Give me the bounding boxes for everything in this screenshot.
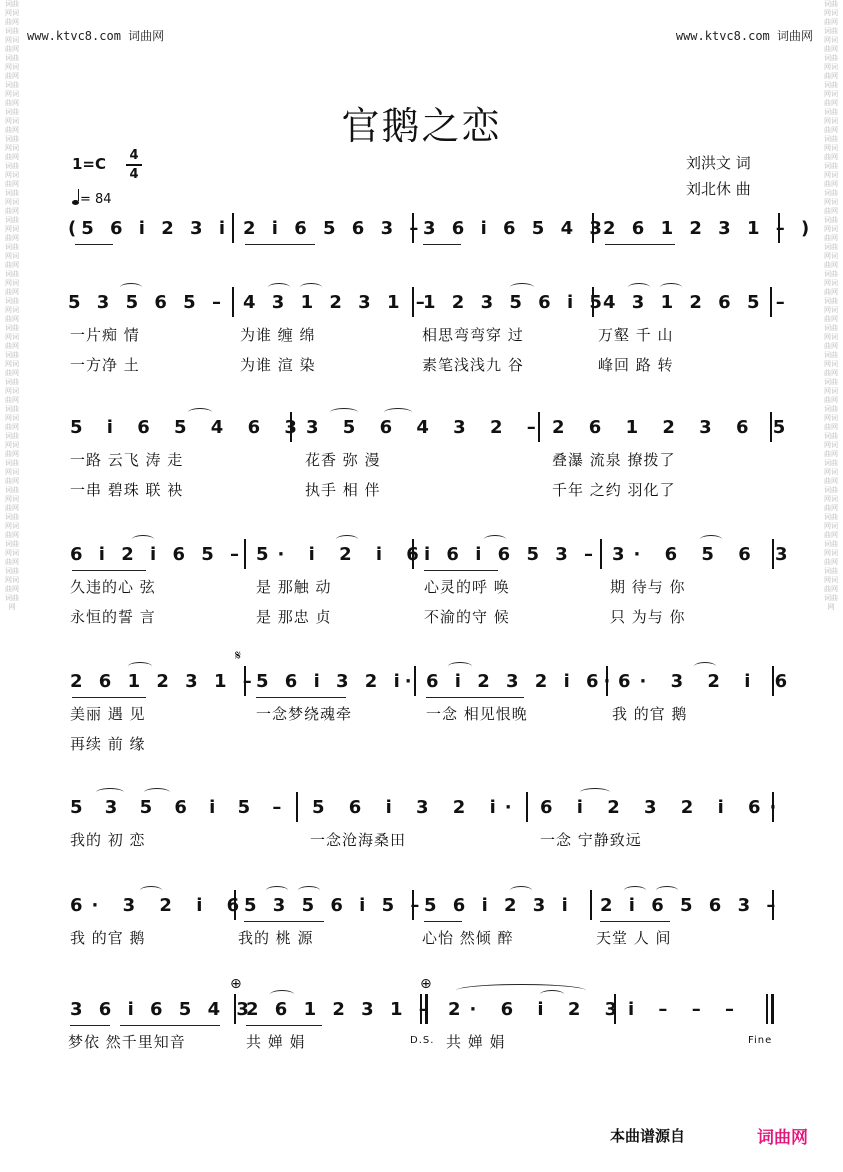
beam-underline	[605, 244, 675, 245]
beam-underline	[72, 697, 146, 698]
measure: 5· i 2 i 6	[256, 544, 428, 565]
measure: 1 2 3 5 6 i 5	[423, 292, 607, 313]
measure: i – – –	[628, 999, 743, 1020]
lyricist: 刘洪文 词	[686, 154, 751, 172]
measure: i 6 i 6 5 3 –	[424, 544, 599, 565]
beam-underline	[70, 1025, 110, 1026]
side-watermark-right: 词曲网词曲网词曲网词曲网词曲网词曲网词曲网词曲网词曲网词曲网词曲网词曲网词曲网词曲网词曲网词曲网词曲网词曲网词曲网词曲网词曲网词曲网词曲网词曲网词曲网词曲网词曲网词曲网词曲网词曲网词曲网词曲网词曲网词曲网词曲网词曲网词曲网词曲网词曲网词曲网词曲网词曲网词曲网词曲网词曲网	[824, 0, 838, 611]
measure: 5 i 6 5 4 6 3	[70, 417, 306, 438]
beam-underline	[75, 244, 113, 245]
barline	[244, 539, 246, 569]
lyric: 是 那触 动	[256, 578, 332, 596]
lyric: 一念 宁静致远	[540, 831, 642, 849]
barline	[526, 792, 528, 822]
measure: 3 5 6 4 3 2 –	[306, 417, 545, 438]
lyric: 我的 桃 源	[238, 929, 314, 947]
lyric: 只 为与 你	[610, 608, 686, 626]
measure: 6 i 2 i 6 5 –	[70, 544, 245, 565]
lyric: 一念梦绕魂牵	[256, 705, 353, 723]
measure: 5 3 5 6 i 5 –	[244, 895, 425, 916]
barline	[232, 287, 234, 317]
measure: 4 3 1 2 6 5 –	[603, 292, 790, 313]
measure: 5 6 i 2 3 i	[424, 895, 573, 916]
measure: (5 6 i 2 3 i	[68, 218, 230, 239]
lyric: 美丽 遇 见	[70, 705, 146, 723]
measure: 2 6 1 2 3 1 – )	[603, 218, 815, 239]
lyric: 再续 前 缘	[70, 735, 146, 753]
coda-sign-2: ⊕	[420, 976, 432, 992]
tie	[456, 984, 586, 997]
time-denominator: 4	[129, 167, 139, 182]
barline	[296, 792, 298, 822]
beam-underline	[600, 921, 670, 922]
beam-underline	[424, 921, 462, 922]
final-barline	[766, 994, 768, 1024]
footer-source-label: 本曲谱源自	[610, 1127, 686, 1145]
beam-underline	[423, 244, 461, 245]
lyric: 一片痴 情	[70, 326, 140, 344]
lyric: 素笔浅浅九 谷	[422, 356, 524, 374]
fine-marking: Fine	[748, 1035, 773, 1046]
lyric: 一路 云飞 涛 走	[70, 451, 184, 469]
lyric: 我的 初 恋	[70, 831, 146, 849]
beam-underline	[424, 570, 498, 571]
measure: 5 6 i 3 2 i·	[256, 671, 417, 692]
lyric: 心怡 然倾 醉	[422, 929, 514, 947]
barline	[232, 213, 234, 243]
measure: 3 6 i 6 5 4 3	[423, 218, 607, 239]
lyric: 一串 碧珠 联 袂	[70, 481, 184, 499]
beam-underline	[246, 1025, 322, 1026]
beam-underline	[72, 570, 146, 571]
lyric: 我 的官 鹅	[70, 929, 146, 947]
segno-sign: 𝄋	[235, 648, 242, 664]
measure: 6· 3 2 i 6	[70, 895, 249, 916]
lyric: 执手 相 伴	[305, 481, 381, 499]
lyric: 我 的官 鹅	[612, 705, 688, 723]
lyric: 叠瀑 流泉 撩拨了	[552, 451, 676, 469]
measure: 6 i 2 3 2 i 6·	[426, 671, 616, 692]
time-divider	[126, 164, 142, 166]
lyric: 是 那忠 贞	[256, 608, 332, 626]
lyric: 一念 相见恨晚	[426, 705, 528, 723]
lyric: 心灵的呼 唤	[424, 578, 510, 596]
measure: 6 i 2 3 2 i 6·	[540, 797, 786, 818]
time-numerator: 4	[129, 148, 139, 163]
measure: 5 6 i 3 2 i·	[312, 797, 521, 818]
lyric: 天堂 人 间	[596, 929, 672, 947]
beam-underline	[256, 697, 346, 698]
quarter-note-stem	[78, 189, 79, 201]
measure: 2· 6 i 2 3	[448, 999, 627, 1020]
coda-sign-1: ⊕	[230, 976, 242, 992]
measure: 3· 6 5 6 3	[612, 544, 797, 565]
lyric: 万壑 千 山	[598, 326, 674, 344]
lyric: 峰回 路 转	[598, 356, 674, 374]
lyric: 不渝的守 候	[424, 608, 510, 626]
beam-underline	[426, 697, 524, 698]
measure: 2 i 6 5 6 3 –	[600, 895, 781, 916]
measure: 2 6 1 2 3 1 –	[70, 671, 257, 692]
side-watermark-left: 词曲网词曲网词曲网词曲网词曲网词曲网词曲网词曲网词曲网词曲网词曲网词曲网词曲网词曲网词曲网词曲网词曲网词曲网词曲网词曲网词曲网词曲网词曲网词曲网词曲网词曲网词曲网词曲网词曲网词曲网词曲网词曲网词曲网词曲网词曲网词曲网词曲网词曲网词曲网词曲网词曲网词曲网词曲网词曲网词曲网	[5, 0, 19, 611]
time-signature	[126, 148, 142, 182]
composer: 刘北休 曲	[686, 180, 751, 198]
ds-marking: D.S.	[410, 1035, 435, 1046]
song-title: 官鹅之恋	[341, 104, 502, 148]
lyric: 一念沧海桑田	[310, 831, 407, 849]
lyric: 一方净 土	[70, 356, 140, 374]
lyric: 千年 之约 羽化了	[552, 481, 676, 499]
barline	[600, 539, 602, 569]
barline	[590, 890, 592, 920]
measure: 3 6 i 6 5 4 3	[70, 999, 254, 1020]
beam-underline	[245, 244, 315, 245]
beam-underline	[244, 921, 324, 922]
final-barline-thick	[771, 994, 774, 1024]
footer-site-link[interactable]: 词曲网	[757, 1128, 808, 1148]
lyric: 共 婵 娟	[446, 1033, 506, 1051]
lyric: 久违的心 弦	[70, 578, 156, 596]
measure: 5 3 5 6 i 5 –	[70, 797, 290, 818]
beam-underline	[120, 1025, 220, 1026]
watermark-top-right: www.ktvc8.com 词曲网	[675, 29, 813, 43]
measure: 6· 3 2 i 6	[618, 671, 797, 692]
lyric: 为谁 渲 染	[240, 356, 316, 374]
watermark-top-left: www.ktvc8.com 词曲网	[27, 29, 165, 43]
lyric: 共 婵 娟	[246, 1033, 306, 1051]
key-signature: 1=C	[72, 155, 107, 173]
lyric: 期 待与 你	[610, 578, 686, 596]
measure: 2 i 6 5 6 3 –	[243, 218, 424, 239]
lyric: 相思弯弯穿 过	[422, 326, 524, 344]
measure: 2 6 1 2 3 6 5	[552, 417, 795, 438]
measure: 4 3 1 2 3 1 –	[243, 292, 430, 313]
measure: 2 6 1 2 3 1 –	[246, 999, 433, 1020]
lyric: 花香 弥 漫	[305, 451, 381, 469]
lyric: 永恒的誓 言	[70, 608, 156, 626]
tempo-marking	[72, 191, 112, 207]
credits	[686, 150, 751, 202]
tempo-value: = 84	[80, 192, 112, 207]
measure: 5 3 5 6 5 –	[68, 292, 226, 313]
lyric: 为谁 缠 绵	[240, 326, 316, 344]
lyric: 梦依 然千里知音	[68, 1033, 186, 1051]
